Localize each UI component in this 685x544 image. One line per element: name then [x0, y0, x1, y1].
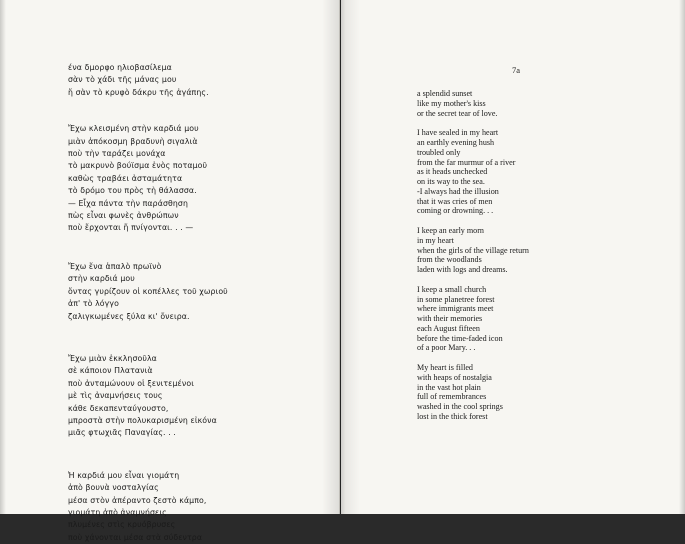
poem-line: I have sealed in my heart	[417, 128, 499, 138]
poem-line: μιὰν ἀπόκοσμη βραδυνὴ σιγαλιὰ	[68, 136, 198, 146]
poem-line: as it heads unchecked	[417, 167, 488, 177]
poem-line: in my heart	[417, 235, 454, 245]
greek-stanza-2	[68, 123, 318, 235]
poem-line: ποὺ τὴν ταράζει μονάχα	[68, 149, 166, 159]
english-poem	[417, 89, 667, 422]
left-page-edge	[0, 0, 6, 514]
poem-line: with their memories	[417, 314, 483, 323]
poem-line: on its way to the sea.	[417, 177, 485, 186]
left-page	[0, 0, 340, 542]
poem-line: of a poor Mary. . .	[417, 343, 476, 353]
poem-line: τὸ δρόμο του πρὸς τὴ θάλασσα.	[68, 186, 197, 196]
english-stanza-1	[417, 89, 667, 118]
poem-line: μιᾶς φτωχιᾶς Παναγίας. . .	[68, 428, 176, 438]
poem-line: Ἔχω μιὰν ἐκκλησοῦλα	[68, 353, 157, 363]
poem-line: γιομάτη ἀπὸ ἀναμνήσεις	[68, 507, 167, 517]
poem-line: ζαλιγκωμένες ξύλα κι' ὄνειρα.	[68, 311, 190, 321]
poem-line: in the vast hot plain	[417, 382, 481, 392]
poem-line: I keep an early morn	[417, 226, 484, 235]
poem-line: a splendid sunset	[417, 89, 473, 98]
poem-line: coming or drowning. . .	[417, 206, 494, 216]
greek-stanza-3	[68, 261, 318, 323]
poem-line: that it was cries of men	[417, 196, 493, 206]
poem-line: ὄντας γυρίζουν οἱ κοπέλλες τοῦ χωριοῦ	[68, 286, 228, 296]
poem-line: ποὺ ἀνταμώνουν οἱ ξενιτεμένοι	[68, 378, 194, 388]
poem-line: My heart is filled	[417, 363, 473, 372]
page-number: 7a	[512, 65, 521, 75]
poem-line: τὸ μακρυνὸ βούϊσμα ἑνὸς ποταμοῦ	[68, 161, 208, 171]
poem-line: στὴν καρδιά μου	[68, 274, 135, 284]
poem-line: μπροστὰ στὴν πολυκαρισμένη εἰκόνα	[68, 415, 217, 425]
poem-line: — Εἶχα πάντα τὴν παράσθηση	[68, 198, 188, 208]
poem-line: Ἔχω κλεισμένη στὴν καρδιά μου	[68, 124, 199, 134]
poem-line: ποὺ χάνονται μέσα στὰ σύδεντρα	[68, 532, 203, 542]
poem-line: from the far murmur of a river	[417, 157, 516, 167]
english-stanza-5	[417, 363, 667, 422]
poem-line: πὼς εἶναι φωνὲς ἀνθρώπων	[68, 211, 179, 221]
poem-line: with heaps of nostalgia	[417, 372, 492, 382]
english-stanza-2	[417, 128, 667, 216]
greek-stanza-1	[68, 62, 318, 99]
english-stanza-4	[417, 285, 667, 353]
poem-line: or the secret tear of love.	[417, 108, 498, 118]
poem-line: καθὼς τραβάει ἀσταμάτητα	[68, 173, 183, 183]
poem-line: before the time-faded icon	[417, 333, 503, 343]
poem-line: I keep a small church	[417, 284, 487, 294]
poem-line: ἀπ' τὸ λόγγο	[68, 299, 119, 309]
poem-line: an earthly evening hush	[417, 138, 495, 147]
greek-poem	[68, 62, 318, 544]
poem-line: σὰν τὸ χάδι τῆς μάνας μου	[68, 75, 177, 85]
poem-line: where immigrants meet	[417, 304, 494, 314]
poem-line: ποὺ ἔρχονται ἤ πνίγονται. . . —	[68, 223, 194, 233]
poem-line: when the girls of the village return	[417, 245, 529, 255]
poem-line: κάθε δεκαπενταύγουστο,	[68, 403, 169, 413]
poem-line: full of remembrances	[417, 392, 487, 402]
poem-line: in some planetree forest	[417, 294, 495, 304]
poem-line: μέσα στὸν ἀπέραντο ζεστὸ κάμπο,	[68, 495, 207, 505]
poem-line: ένα δμορφο ηλιοβασίλεμα	[68, 63, 172, 72]
poem-line: washed in the cool springs	[417, 402, 503, 411]
poem-line: Ἔχω ἕνα ἁπαλὸ πρωϊνὸ	[68, 261, 162, 271]
poem-line: laden with logs and dreams.	[417, 265, 508, 274]
poem-line: like my mother's kiss	[417, 98, 486, 108]
poem-line: from the woodlands	[417, 255, 482, 265]
poem-line: πλυμένες στὶς κρυόβρυσες	[68, 520, 176, 530]
poem-line: μὲ τὶς ἀναμνήσεις τους	[68, 391, 163, 401]
greek-stanza-4	[68, 353, 318, 440]
greek-stanza-5	[68, 470, 318, 544]
poem-line: -I always had the illusion	[417, 186, 499, 196]
poem-line: Ἡ καρδιά μου εἶναι γιομάτη	[68, 470, 180, 480]
poem-line: each August fifteen	[417, 323, 480, 333]
poem-line: ἀπὸ βουνὰ νοσταλγίας	[68, 483, 159, 493]
poem-line: lost in the thick forest	[417, 411, 488, 421]
poem-line: troubled only	[417, 147, 461, 157]
english-stanza-3	[417, 226, 667, 275]
poem-line: σὲ κάποιον Πλατανιὰ	[68, 366, 153, 376]
right-page-edge	[679, 0, 685, 514]
poem-line: ἤ σὰν τὸ κρυφὸ δάκρυ τῆς ἀγάπης.	[68, 87, 209, 97]
